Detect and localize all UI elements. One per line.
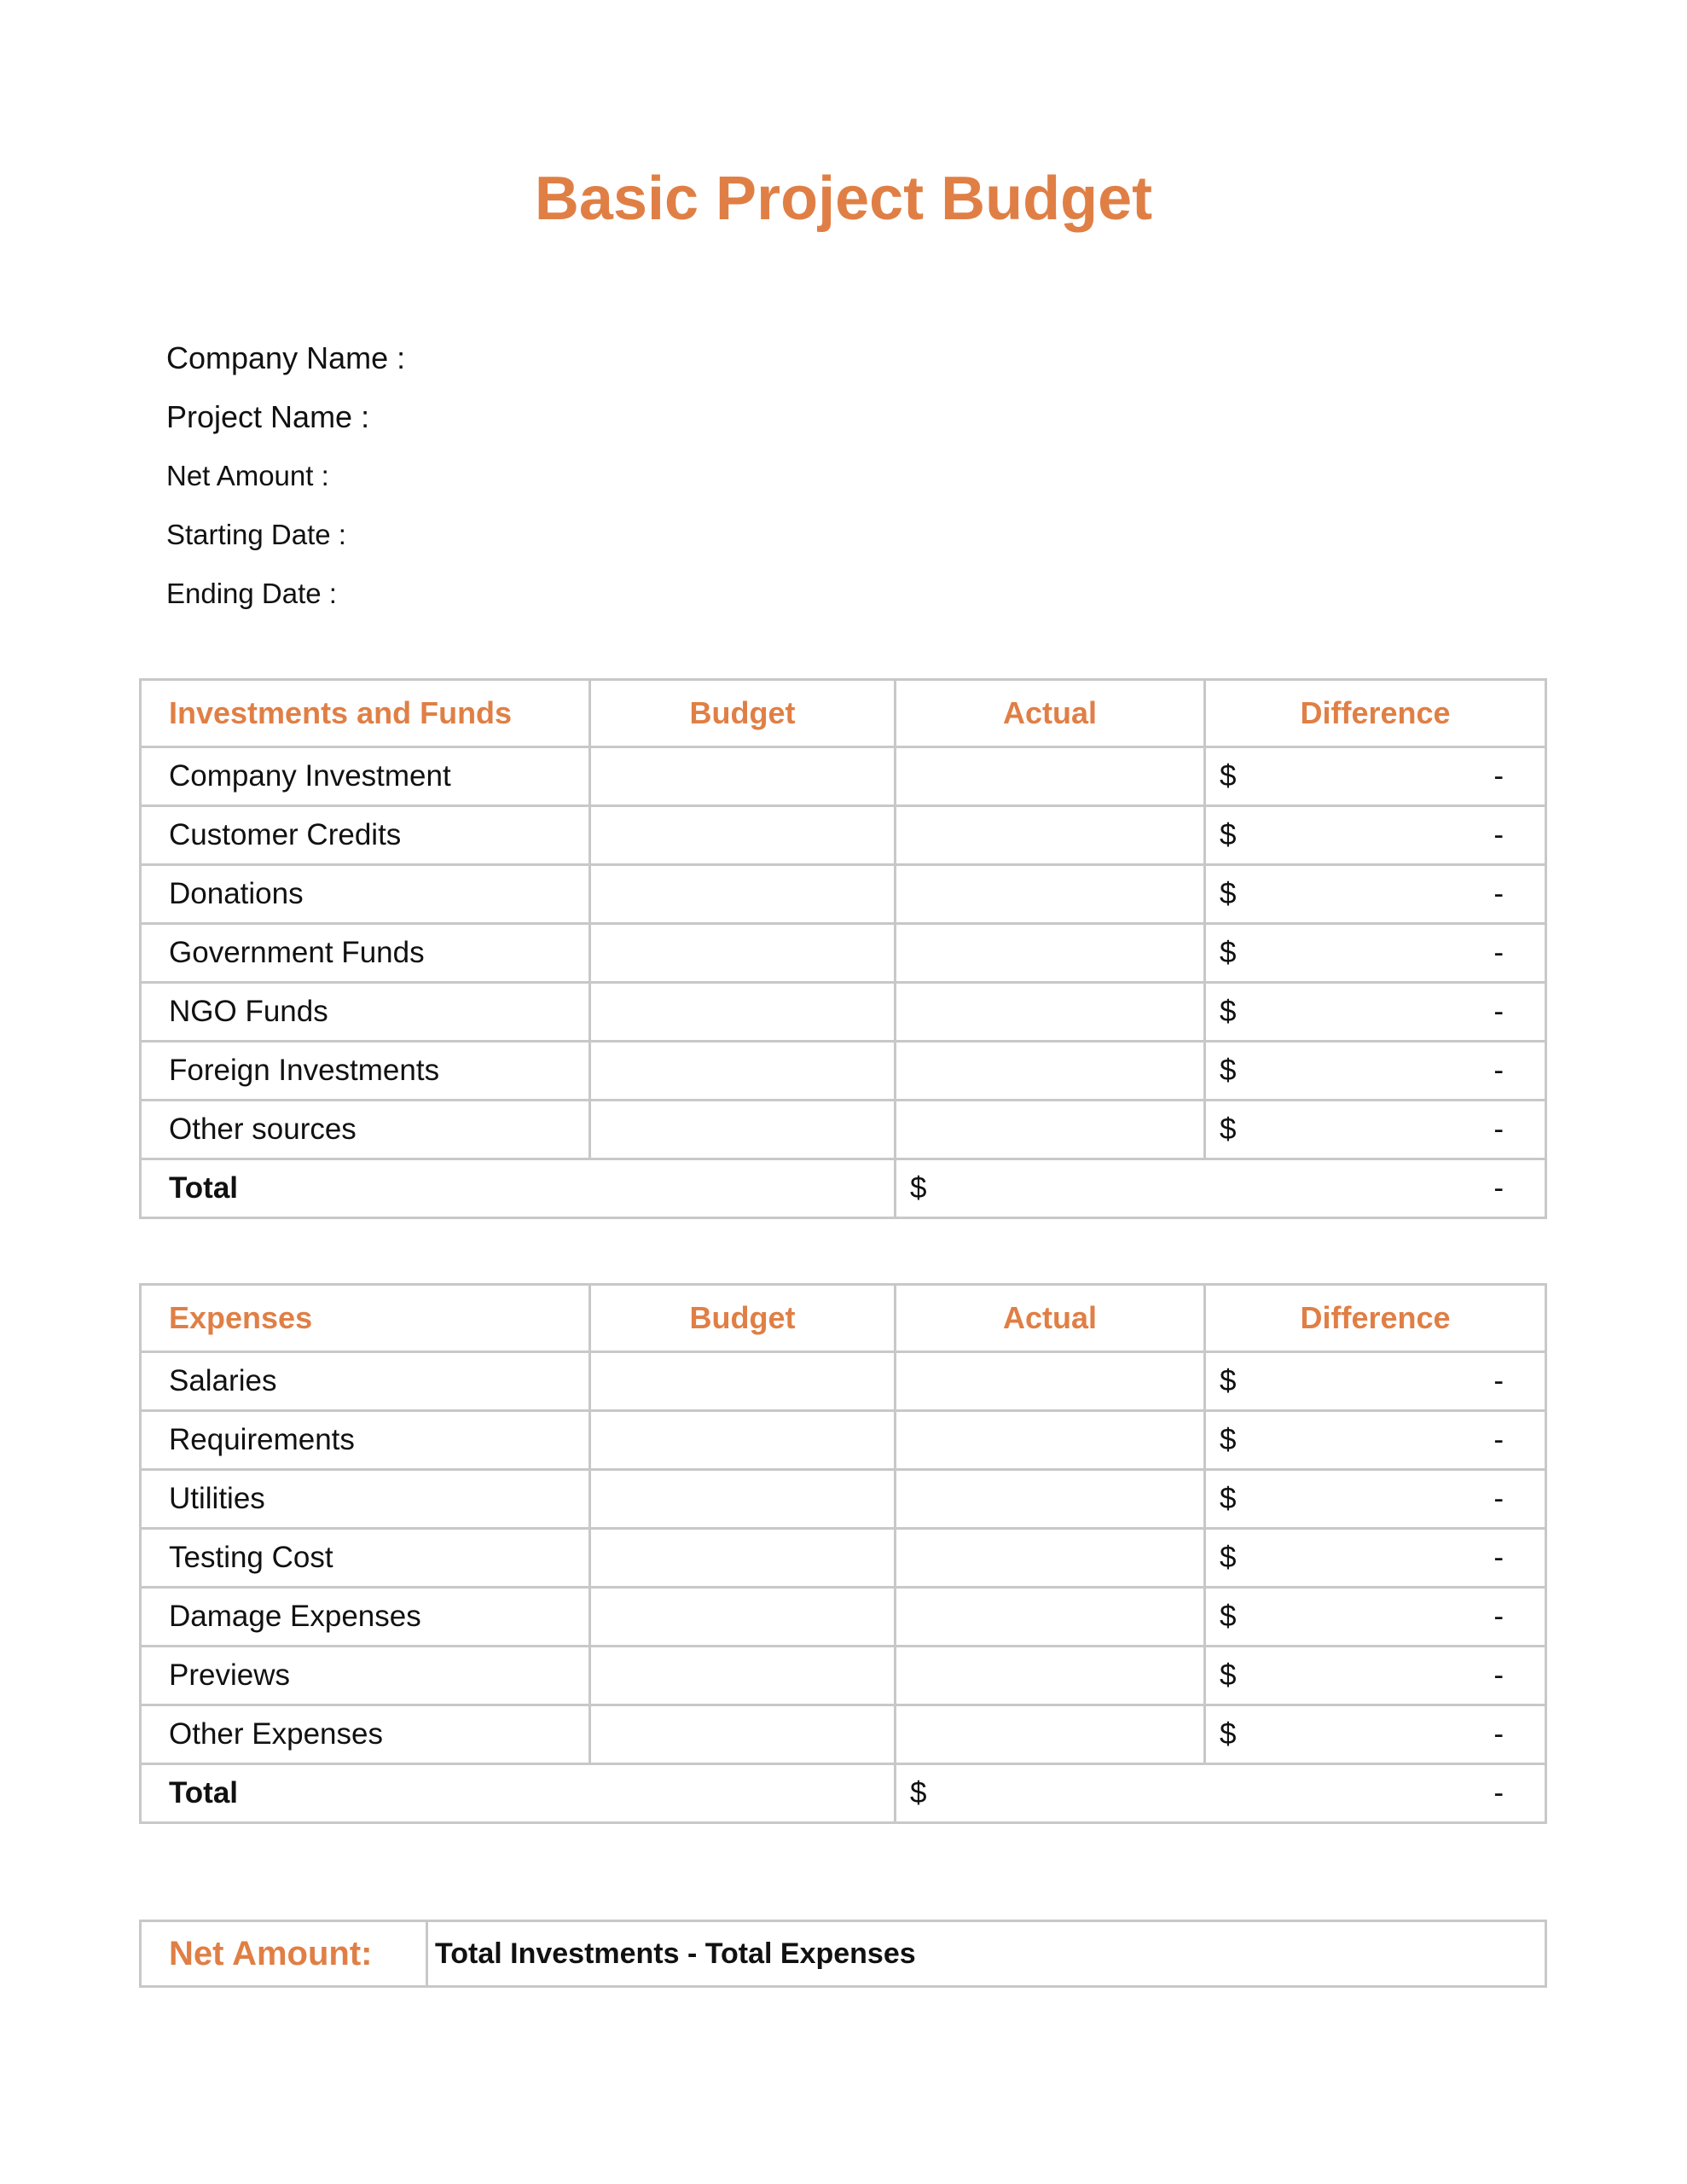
currency-symbol: $: [1220, 936, 1237, 969]
actual-cell[interactable]: [896, 1411, 1205, 1470]
currency-symbol: $: [1220, 877, 1237, 910]
difference-value: -: [1493, 1541, 1504, 1574]
expenses-table: [139, 1283, 1547, 1824]
table-row: [141, 1647, 1546, 1705]
total-value-cell: [896, 1159, 1546, 1218]
row-label: Other Expenses: [141, 1705, 590, 1764]
actual-cell[interactable]: [896, 747, 1205, 806]
total-row: [141, 1159, 1546, 1218]
total-row: [141, 1764, 1546, 1823]
budget-cell[interactable]: [590, 1470, 896, 1529]
row-label: NGO Funds: [141, 983, 590, 1042]
currency-symbol: $: [1220, 1054, 1237, 1087]
actual-cell[interactable]: [896, 865, 1205, 924]
table-row: [141, 806, 1546, 865]
table-header-row: [141, 680, 1546, 747]
actual-cell[interactable]: [896, 1352, 1205, 1411]
difference-cell: [1205, 924, 1546, 983]
difference-value: -: [1493, 1423, 1504, 1456]
currency-symbol: $: [1220, 1482, 1237, 1515]
budget-cell[interactable]: [590, 806, 896, 865]
actual-cell[interactable]: [896, 924, 1205, 983]
row-label: Utilities: [141, 1470, 590, 1529]
table-row: [141, 747, 1546, 806]
difference-value: -: [1493, 1717, 1504, 1751]
difference-cell: [1205, 1588, 1546, 1647]
net-amount-row: [141, 1921, 1546, 1987]
net-amount-value: Total Investments - Total Expenses: [427, 1921, 1546, 1987]
currency-symbol: $: [1220, 1364, 1237, 1397]
difference-value: -: [1493, 1112, 1504, 1146]
currency-symbol: $: [910, 1776, 927, 1809]
currency-symbol: $: [1220, 759, 1237, 793]
budget-cell[interactable]: [590, 924, 896, 983]
difference-cell: [1205, 1470, 1546, 1529]
difference-cell: [1205, 806, 1546, 865]
actual-cell[interactable]: [896, 983, 1205, 1042]
row-label: Company Investment: [141, 747, 590, 806]
column-header: Investments and Funds: [141, 680, 590, 747]
ending-date-label: Ending Date :: [166, 578, 337, 609]
actual-cell[interactable]: [896, 1705, 1205, 1764]
difference-cell: [1205, 983, 1546, 1042]
total-label: Total: [141, 1764, 896, 1823]
budget-cell[interactable]: [590, 1352, 896, 1411]
budget-cell[interactable]: [590, 1705, 896, 1764]
actual-cell[interactable]: [896, 806, 1205, 865]
total-label: Total: [141, 1159, 896, 1218]
row-label: Foreign Investments: [141, 1042, 590, 1101]
actual-cell[interactable]: [896, 1470, 1205, 1529]
row-label: Requirements: [141, 1411, 590, 1470]
difference-cell: [1205, 865, 1546, 924]
actual-cell[interactable]: [896, 1042, 1205, 1101]
project-name-label: Project Name :: [166, 399, 370, 434]
table-row: [141, 1042, 1546, 1101]
difference-value: -: [1493, 1600, 1504, 1633]
row-label: Previews: [141, 1647, 590, 1705]
difference-value: -: [1493, 877, 1504, 910]
currency-symbol: $: [1220, 995, 1237, 1028]
table-row: [141, 1588, 1546, 1647]
actual-cell[interactable]: [896, 1588, 1205, 1647]
column-header: Actual: [896, 680, 1205, 747]
currency-symbol: $: [910, 1171, 927, 1205]
column-header: Expenses: [141, 1285, 590, 1352]
budget-cell[interactable]: [590, 1042, 896, 1101]
currency-symbol: $: [1220, 1658, 1237, 1692]
table-row: [141, 1352, 1546, 1411]
currency-symbol: $: [1220, 1600, 1237, 1633]
budget-cell[interactable]: [590, 983, 896, 1042]
project-info: [166, 328, 405, 623]
budget-cell[interactable]: [590, 1101, 896, 1159]
budget-cell[interactable]: [590, 1647, 896, 1705]
row-label: Donations: [141, 865, 590, 924]
table-row: [141, 983, 1546, 1042]
difference-cell: [1205, 1042, 1546, 1101]
difference-cell: [1205, 1352, 1546, 1411]
difference-value: -: [1493, 1658, 1504, 1692]
difference-cell: [1205, 1647, 1546, 1705]
table-row: [141, 1411, 1546, 1470]
budget-cell[interactable]: [590, 865, 896, 924]
column-header: Difference: [1205, 680, 1546, 747]
column-header: Actual: [896, 1285, 1205, 1352]
total-value: -: [1493, 1776, 1504, 1809]
budget-cell[interactable]: [590, 1588, 896, 1647]
currency-symbol: $: [1220, 1112, 1237, 1146]
table-header-row: [141, 1285, 1546, 1352]
difference-cell: [1205, 747, 1546, 806]
column-header: Budget: [590, 1285, 896, 1352]
difference-cell: [1205, 1705, 1546, 1764]
difference-value: -: [1493, 818, 1504, 851]
net-amount-label: Net Amount:: [141, 1921, 427, 1987]
table-row: [141, 1705, 1546, 1764]
difference-value: -: [1493, 995, 1504, 1028]
currency-symbol: $: [1220, 818, 1237, 851]
page-title: Basic Project Budget: [534, 165, 1153, 233]
actual-cell[interactable]: [896, 1101, 1205, 1159]
row-label: Other sources: [141, 1101, 590, 1159]
table-row: [141, 924, 1546, 983]
row-label: Customer Credits: [141, 806, 590, 865]
difference-cell: [1205, 1101, 1546, 1159]
total-value-cell: [896, 1764, 1546, 1823]
table-row: [141, 1470, 1546, 1529]
row-label: Salaries: [141, 1352, 590, 1411]
row-label: Testing Cost: [141, 1529, 590, 1588]
total-value: -: [1493, 1171, 1504, 1205]
difference-value: -: [1493, 1482, 1504, 1515]
net-amount-label: Net Amount :: [166, 460, 329, 491]
table-row: [141, 1101, 1546, 1159]
actual-cell[interactable]: [896, 1529, 1205, 1588]
difference-value: -: [1493, 1054, 1504, 1087]
company-name-label: Company Name :: [166, 340, 406, 375]
column-header: Difference: [1205, 1285, 1546, 1352]
net-amount-table: [139, 1920, 1547, 1988]
difference-value: -: [1493, 936, 1504, 969]
actual-cell[interactable]: [896, 1647, 1205, 1705]
currency-symbol: $: [1220, 1423, 1237, 1456]
table-row: [141, 865, 1546, 924]
table-row: [141, 1529, 1546, 1588]
difference-value: -: [1493, 1364, 1504, 1397]
investments-table: [139, 678, 1547, 1219]
difference-cell: [1205, 1411, 1546, 1470]
row-label: Government Funds: [141, 924, 590, 983]
currency-symbol: $: [1220, 1717, 1237, 1751]
budget-cell[interactable]: [590, 1529, 896, 1588]
difference-cell: [1205, 1529, 1546, 1588]
row-label: Damage Expenses: [141, 1588, 590, 1647]
budget-cell[interactable]: [590, 1411, 896, 1470]
starting-date-label: Starting Date :: [166, 519, 346, 550]
budget-cell[interactable]: [590, 747, 896, 806]
column-header: Budget: [590, 680, 896, 747]
difference-value: -: [1493, 759, 1504, 793]
currency-symbol: $: [1220, 1541, 1237, 1574]
